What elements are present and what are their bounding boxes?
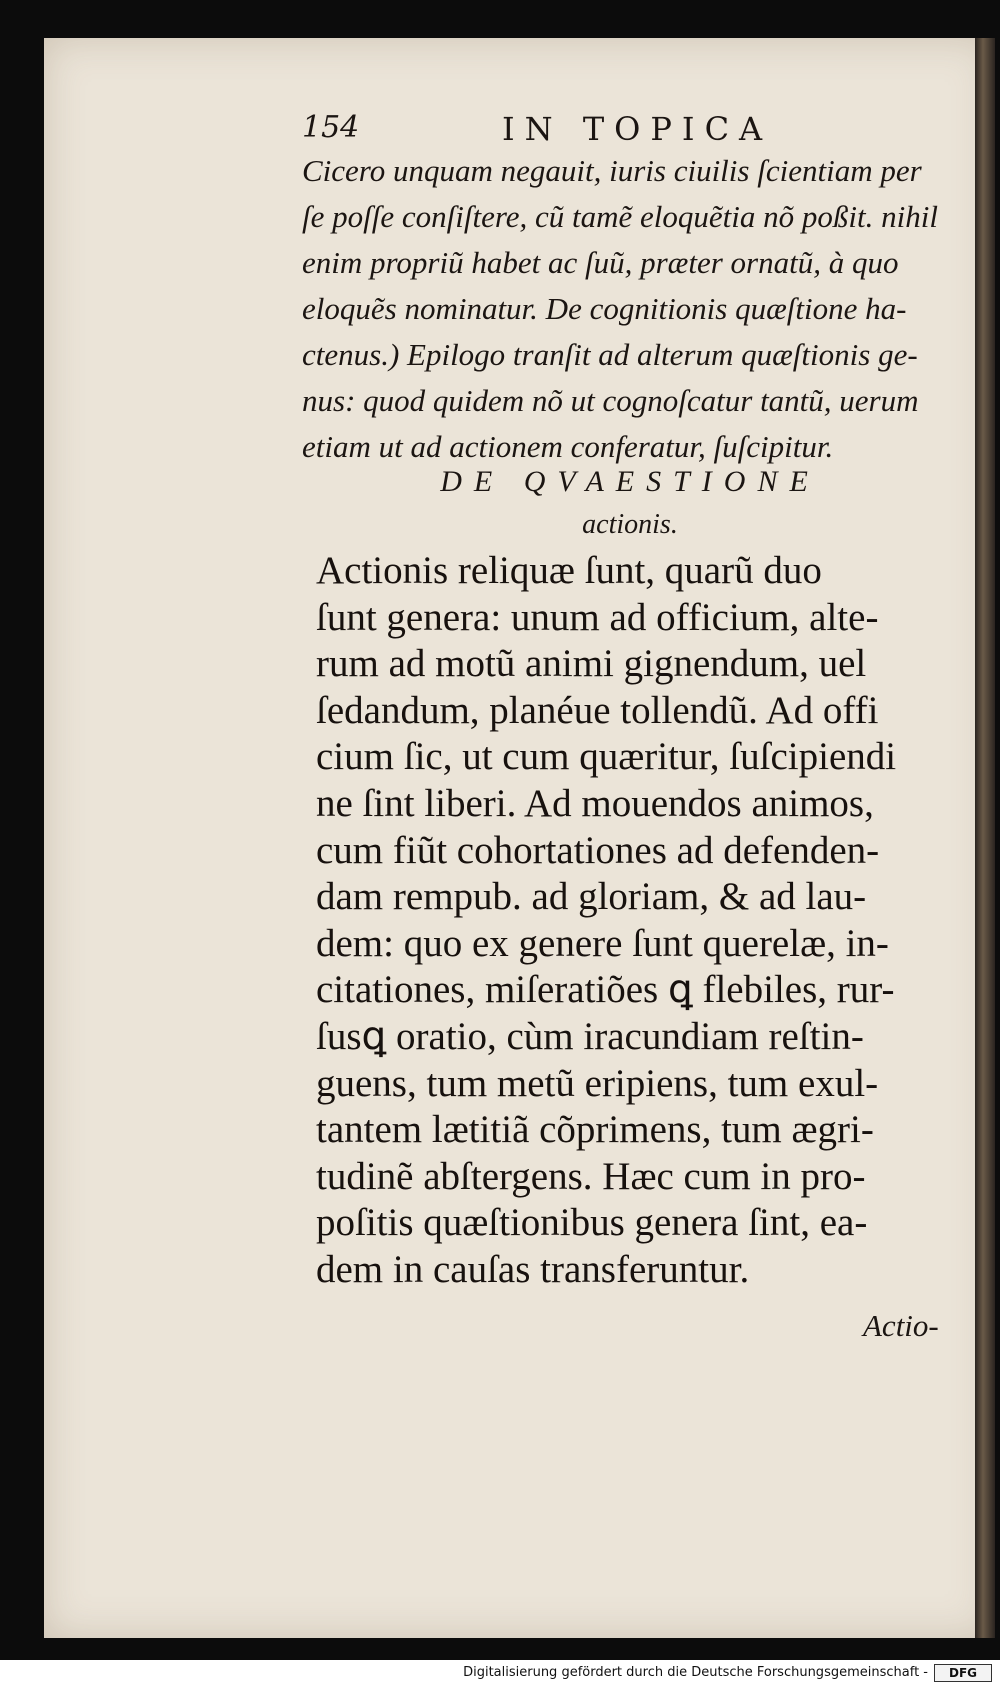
text-line: cium ſic, ut cum quæritur, ſuſcipiendi (316, 735, 897, 779)
text-line: Actionis reliquæ ſunt, quarũ duo (316, 549, 822, 592)
page-edge (975, 38, 995, 1638)
text-line: poſitis quæſtionibus genera ſint, ea- (316, 1201, 868, 1245)
text-line: rum ad motũ animi gignendum, uel (316, 642, 867, 686)
section-heading-subtitle: actionis. (582, 509, 678, 540)
text-line: dem in cauſas transferuntur. (316, 1247, 750, 1291)
dfg-logo: DFG (934, 1664, 992, 1682)
catchword: Actio- (863, 1308, 939, 1343)
running-title: IN TOPICA (502, 110, 773, 148)
main-text (316, 548, 976, 1294)
commentary-line: etiam ut ad actionem conferatur, ſuſcipitur. (302, 429, 834, 464)
commentary-text (302, 148, 962, 470)
commentary-line: Cicero unquam negauit, iuris ciuilis ſcientiam per (302, 153, 922, 188)
section-heading-title: DE QVAESTIONE (440, 465, 820, 498)
commentary-line: ſe poſſe conſiſtere, cũ tamẽ eloquẽtia nõ poßit. nihil (302, 199, 938, 234)
commentary-line: enim propriũ habet ac ſuũ, præter ornatũ, à quo (302, 245, 899, 280)
text-line: ne ſint liberi. Ad mouendos animos, (316, 781, 874, 825)
text-line: citationes, miſeratiões ꝗ flebiles, rur- (316, 968, 895, 1012)
text-line: ſusꝗ oratio, cùm iracundiam reſtin- (316, 1014, 864, 1058)
commentary-line: eloquẽs nominatur. De cognitionis quæſtione ha- (302, 291, 907, 326)
text-line: guens, tum metũ eripiens, tum exul- (316, 1061, 879, 1105)
page-number: 154 (302, 110, 360, 145)
text-line: ſunt genera: unum ad officium, alte- (316, 595, 879, 639)
text-line: tudinẽ abſtergens. Hæc cum in pro- (316, 1154, 866, 1198)
commentary-line: ctenus.) Epilogo tranſit ad alterum quæſtionis ge- (302, 337, 918, 372)
text-line: cum fiũt cohortationes ad defenden- (316, 828, 880, 872)
section-heading (380, 460, 880, 546)
commentary-line: nus: quod quidem nõ ut cognoſcatur tantũ, uerum (302, 383, 919, 418)
footer (0, 1660, 1000, 1686)
text-line: dem: quo ex genere ſunt querelæ, in- (316, 921, 889, 965)
page-header (302, 110, 802, 150)
funding-credit: Digitalisierung gefördert durch die Deutsche Forschungsgemeinschaft - (463, 1665, 928, 1680)
text-line: ſedandum, planéue tollendũ. Ad offi (316, 688, 879, 732)
text-line: tantem lætitiã cõprimens, tum ægri- (316, 1108, 874, 1152)
text-line: dam rempub. ad gloriam, & ad lau- (316, 875, 867, 919)
